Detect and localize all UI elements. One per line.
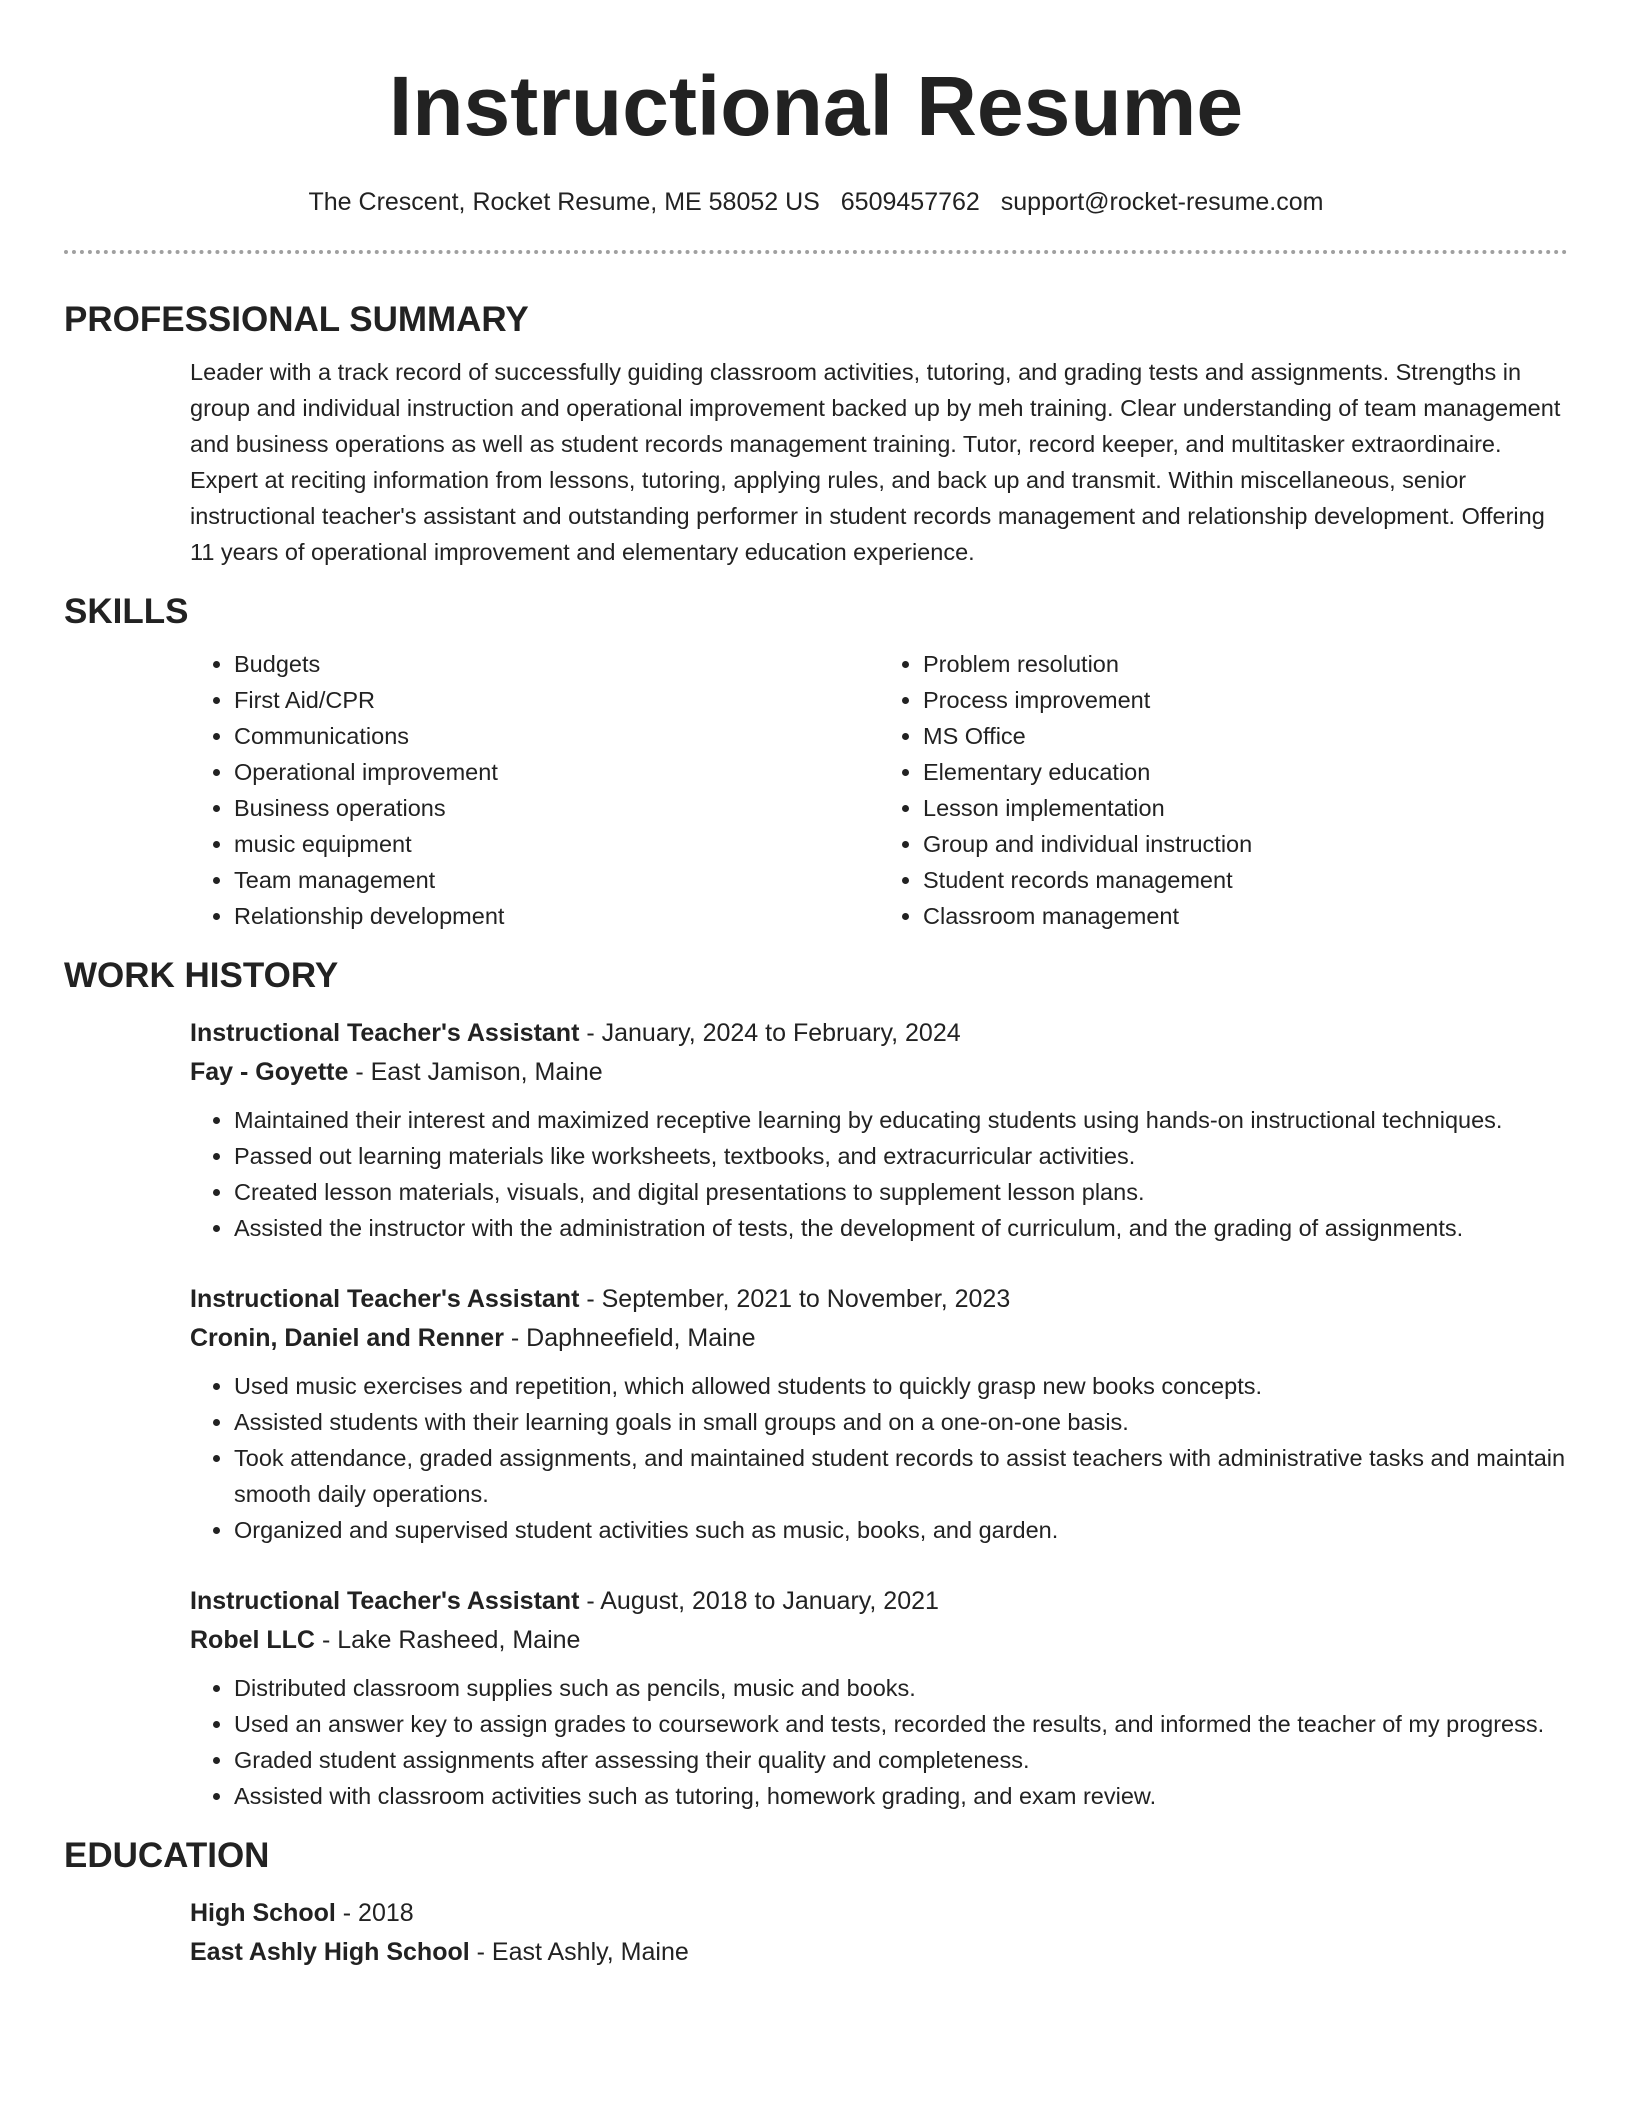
job-entry	[190, 1280, 1568, 1548]
job-title-line	[190, 1280, 1568, 1319]
job-bullet: • Used an answer key to assign grades to coursework and tests, recorded the results, and informed the teacher of my progress.	[234, 1706, 1568, 1742]
skill-item: • Classroom management	[923, 898, 1568, 934]
skill-item: • Problem resolution	[923, 646, 1568, 682]
skill-item: • music equipment	[234, 826, 879, 862]
job-location: - East Jamison, Maine	[348, 1058, 603, 1086]
skill-item: • Group and individual instruction	[923, 826, 1568, 862]
skill-item: • Process improvement	[923, 682, 1568, 718]
education-location: - East Ashly, Maine	[469, 1938, 689, 1966]
job-bullets	[190, 1102, 1568, 1246]
skills-column-left	[190, 646, 879, 934]
job-bullet: • Assisted the instructor with the administration of tests, the development of curriculum, and the grading of assignments.	[234, 1210, 1568, 1246]
skill-item: • Operational improvement	[234, 754, 879, 790]
skill-item: • MS Office	[923, 718, 1568, 754]
job-bullet: • Used music exercises and repetition, which allowed students to quickly grasp new books concepts.	[234, 1368, 1568, 1404]
contact-address: The Crescent, Rocket Resume, ME 58052 US	[308, 188, 820, 216]
skill-item: • Student records management	[923, 862, 1568, 898]
education-degree: High School	[190, 1899, 336, 1927]
job-location: - Lake Rasheed, Maine	[315, 1626, 581, 1654]
job-bullets	[190, 1368, 1568, 1548]
skill-item: • Team management	[234, 862, 879, 898]
job-company: Robel LLC	[190, 1626, 315, 1654]
skill-item: • Business operations	[234, 790, 879, 826]
job-title: Instructional Teacher's Assistant	[190, 1587, 580, 1615]
job-bullet: • Distributed classroom supplies such as pencils, music and books.	[234, 1670, 1568, 1706]
job-bullet: • Passed out learning materials like worksheets, textbooks, and extracurricular activities.	[234, 1138, 1568, 1174]
job-bullet: • Took attendance, graded assignments, and maintained student records to assist teachers with administrative tasks and maintain smooth daily operations.	[234, 1440, 1568, 1512]
skills-heading: SKILLS	[64, 592, 189, 631]
job-bullet: • Maintained their interest and maximized receptive learning by educating students using hands-on instructional techniques.	[234, 1102, 1568, 1138]
skill-item: • First Aid/CPR	[234, 682, 879, 718]
job-bullet: • Graded student assignments after assessing their quality and completeness.	[234, 1742, 1568, 1778]
work-heading: WORK HISTORY	[64, 956, 339, 995]
skills-list	[190, 646, 1568, 934]
skill-item: • Elementary education	[923, 754, 1568, 790]
summary-text: Leader with a track record of successfully guiding classroom activities, tutoring, and grading tests and assignments. Strengths in group and individual instruction and operational improvement backed up by meh training. Clear understanding of team management and business operations as well as student records management training. Tutor, record keeper, and multitasker extraordinaire. Expert at reciting information from lessons, tutoring, applying rules, and back up and transmit. Within miscellaneous, senior instructional teacher's assistant and outstanding performer in student records management and relationship development. Offering 11 years of operational improvement and elementary education experience.	[190, 359, 1561, 565]
job-title: Instructional Teacher's Assistant	[190, 1285, 580, 1313]
job-bullet: • Organized and supervised student activities such as music, books, and garden.	[234, 1512, 1568, 1548]
education-entry	[190, 1894, 1568, 1972]
header-divider	[64, 250, 1568, 254]
skill-item: • Budgets	[234, 646, 879, 682]
job-bullet: • Assisted with classroom activities such as tutoring, homework grading, and exam review.	[234, 1778, 1568, 1814]
contact-line	[64, 184, 1568, 220]
job-title-line	[190, 1582, 1568, 1621]
summary-heading: PROFESSIONAL SUMMARY	[64, 300, 529, 339]
job-location: - Daphneefield, Maine	[503, 1324, 756, 1352]
job-company: Cronin, Daniel and Renner	[190, 1324, 504, 1352]
skills-column-right	[879, 646, 1568, 934]
job-bullet: • Created lesson materials, visuals, and digital presentations to supplement lesson plans.	[234, 1174, 1568, 1210]
education-school: East Ashly High School	[190, 1938, 470, 1966]
job-title: Instructional Teacher's Assistant	[190, 1019, 580, 1047]
education-school-line	[190, 1933, 1568, 1972]
job-dates: - September, 2021 to November, 2023	[579, 1285, 1011, 1313]
job-entry	[190, 1582, 1568, 1814]
contact-email: support@rocket-resume.com	[1000, 188, 1324, 216]
resume-page	[64, 0, 1568, 1972]
skill-item: • Lesson implementation	[923, 790, 1568, 826]
job-company-line	[190, 1053, 1568, 1092]
job-dates: - January, 2024 to February, 2024	[579, 1019, 961, 1047]
job-dates: - August, 2018 to January, 2021	[579, 1587, 939, 1615]
job-bullets	[190, 1670, 1568, 1814]
education-heading: EDUCATION	[64, 1836, 270, 1875]
job-company-line	[190, 1319, 1568, 1358]
job-company: Fay - Goyette	[190, 1058, 349, 1086]
job-title-line	[190, 1014, 1568, 1053]
education-degree-line	[190, 1894, 1568, 1933]
job-company-line	[190, 1621, 1568, 1660]
job-entry	[190, 1014, 1568, 1246]
job-bullet: • Assisted students with their learning goals in small groups and on a one-on-one basis.	[234, 1404, 1568, 1440]
skill-item: • Communications	[234, 718, 879, 754]
resume-title: Instructional Resume	[388, 59, 1244, 153]
education-year: - 2018	[335, 1899, 414, 1927]
contact-phone: 6509457762	[840, 188, 980, 216]
skill-item: • Relationship development	[234, 898, 879, 934]
